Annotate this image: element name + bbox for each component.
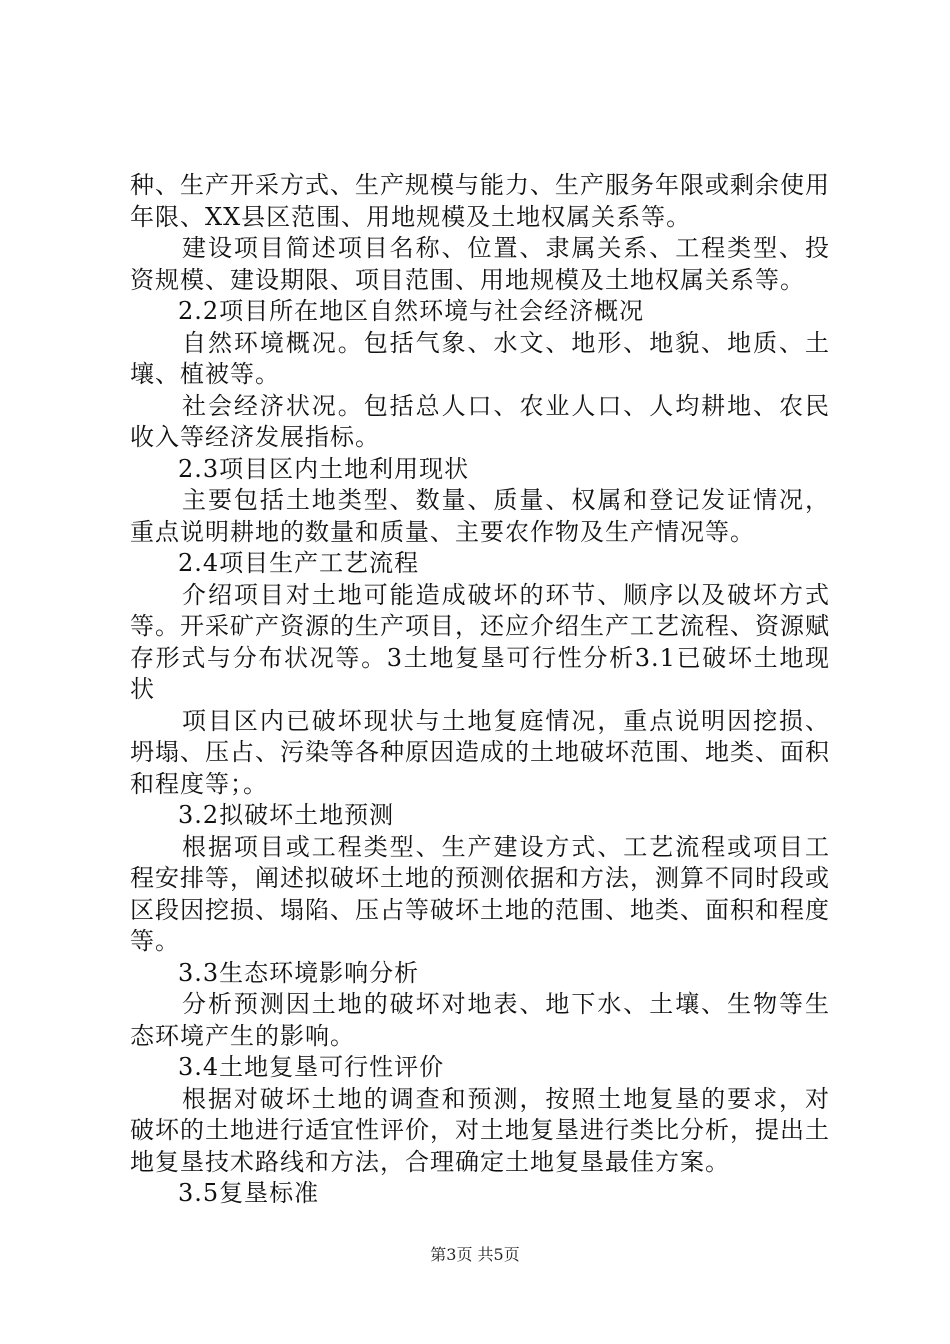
section-heading: 3.5复垦标准 bbox=[178, 1179, 320, 1207]
document-body bbox=[130, 170, 830, 1210]
paragraph: 根据对破坏土地的调查和预测，按照土地复垦的要求，对破坏的土地进行适宜性评价，对土地复垦进行类比分析，提出土地复垦技术路线和方法，合理确定土地复垦最佳方案。 bbox=[130, 1084, 830, 1176]
section-heading: 3.4土地复垦可行性评价 bbox=[178, 1053, 445, 1081]
paragraph: 自然环境概况。包括气象、水文、地形、地貌、地质、土壤、植被等。 bbox=[130, 328, 830, 388]
paragraph: 分析预测因土地的破坏对地表、地下水、土壤、生物等生态环境产生的影响。 bbox=[130, 990, 830, 1050]
section-heading: 2.4项目生产工艺流程 bbox=[178, 549, 420, 577]
page-number-footer: 第3页 共5页 bbox=[430, 1245, 520, 1264]
section-heading: 2.3项目区内土地利用现状 bbox=[178, 454, 470, 483]
section-heading: 3.3生态环境影响分析 bbox=[178, 958, 420, 987]
paragraph: 项目区内已破坏现状与土地复庭情况，重点说明因挖损、坍塌、压占、污染等各种原因造成的土地破坏范围、地类、面积和程度等；。 bbox=[130, 706, 830, 798]
section-heading: 3.2拟破坏土地预测 bbox=[178, 801, 395, 829]
paragraph: 种、生产开采方式、生产规模与能力、生产服务年限或剩余使用年限、XX县区范围、用地规模及土地权属关系等。 bbox=[130, 171, 830, 231]
paragraph: 建设项目简述项目名称、位置、隶属关系、工程类型、投资规模、建设期限、项目范围、用地规模及土地权属关系等。 bbox=[130, 234, 830, 294]
paragraph: 介绍项目对土地可能造成破坏的环节、顺序以及破坏方式等。开采矿产资源的生产项目，还应介绍生产工艺流程、资源赋存形式与分布状况等。3土地复垦可行性分析3.1已破坏土地现状 bbox=[130, 580, 830, 703]
paragraph: 社会经济状况。包括总人口、农业人口、人均耕地、农民收入等经济发展指标。 bbox=[130, 391, 830, 451]
paragraph: 根据项目或工程类型、生产建设方式、工艺流程或项目工程安排等，阐述拟破坏土地的预测依据和方法，测算不同时段或区段因挖损、塌陷、压占等破坏土地的范围、地类、面积和程度等。 bbox=[130, 832, 830, 955]
section-heading: 2.2项目所在地区自然环境与社会经济概况 bbox=[178, 297, 645, 325]
paragraph: 主要包括土地类型、数量、质量、权属和登记发证情况，重点说明耕地的数量和质量、主要农作物及生产情况等。 bbox=[130, 486, 830, 546]
